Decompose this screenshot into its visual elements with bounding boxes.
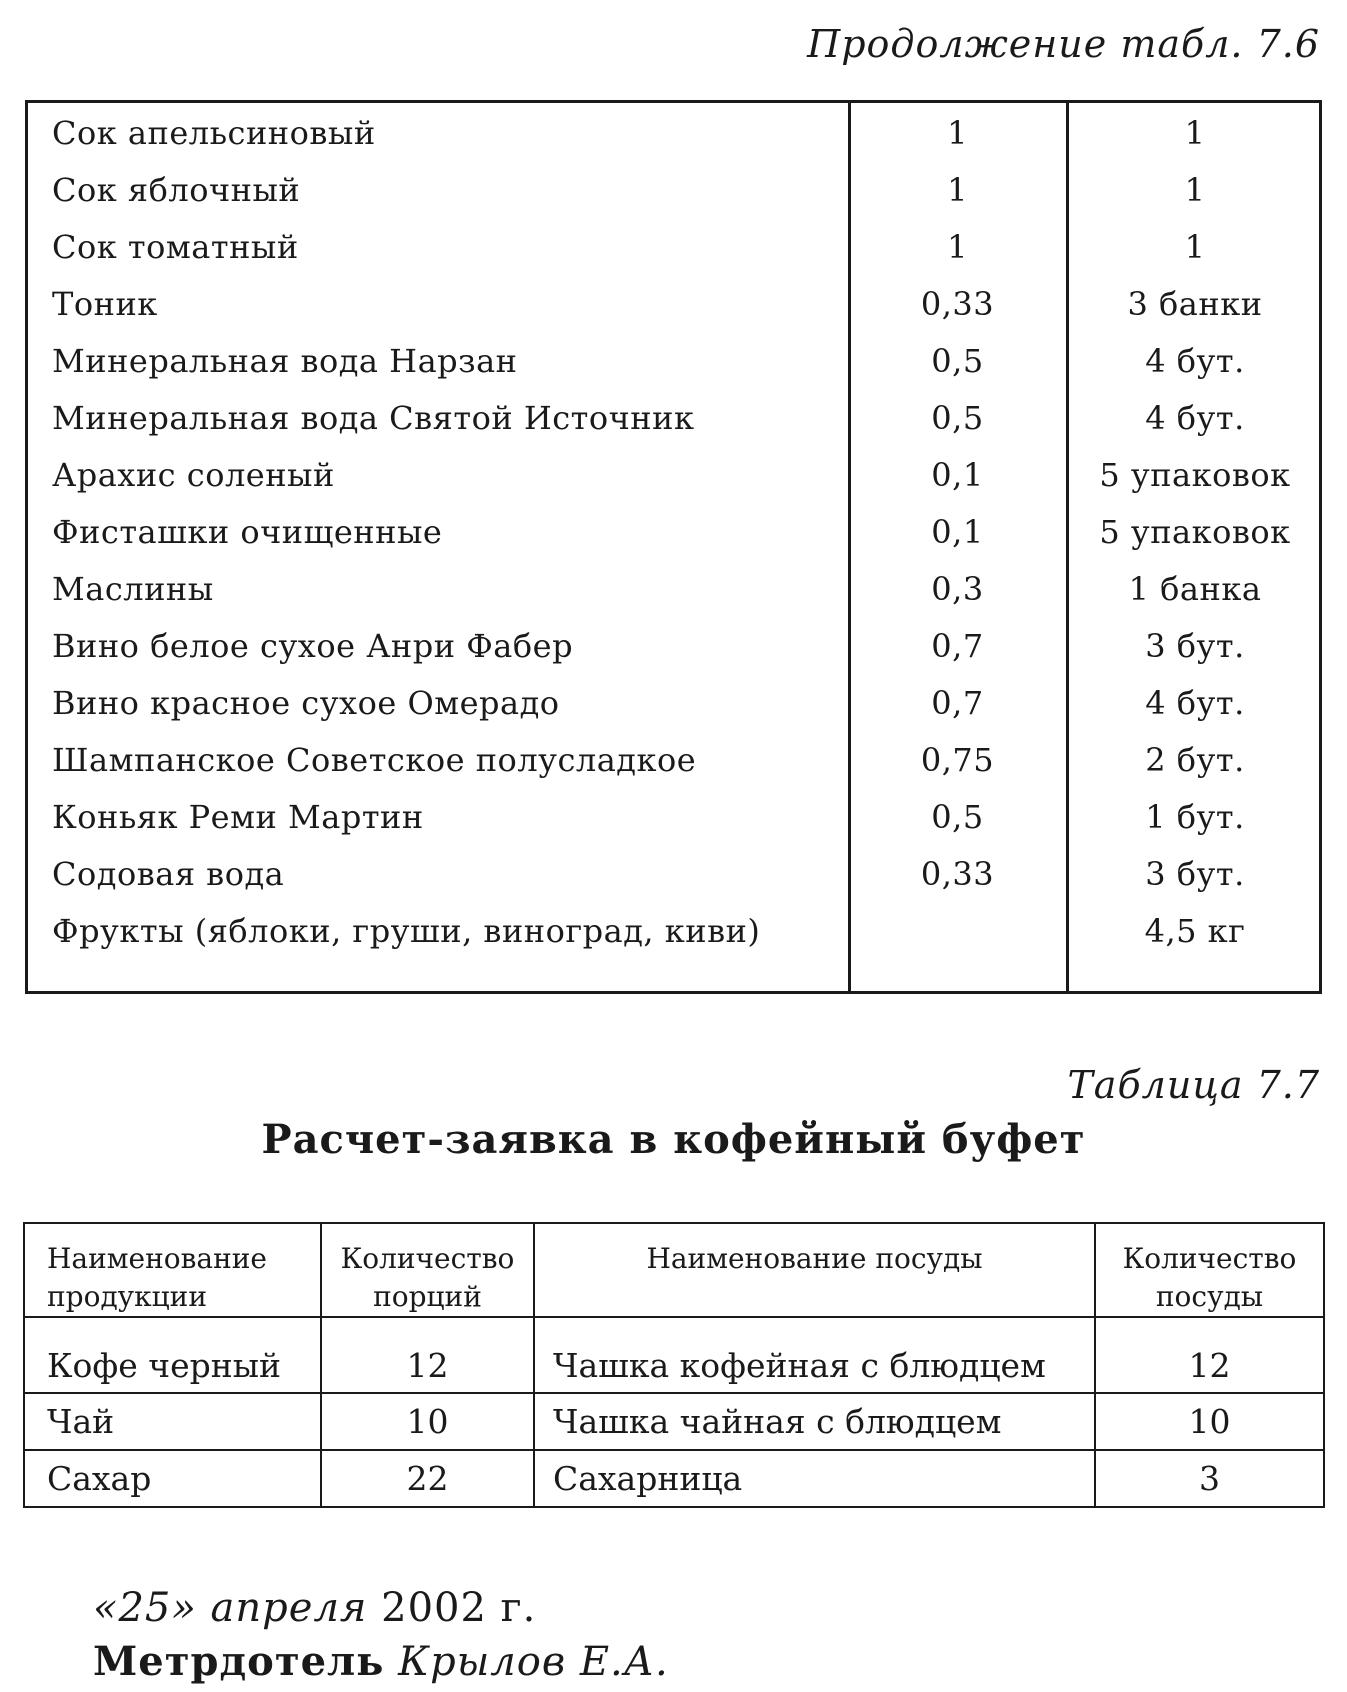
product-volume: 0,5 [931, 342, 984, 380]
product-volume: 0,33 [920, 855, 995, 893]
product-volume: 1 [947, 114, 968, 152]
product-quantity: 3 бут. [1145, 855, 1245, 893]
product-quantity: 1 бут. [1145, 798, 1245, 836]
table-7-7 [23, 1222, 1325, 1508]
product-quantity: 4,5 кг [1144, 912, 1246, 950]
table-row [28, 505, 1319, 562]
date-day-month: «25» апреля [93, 1585, 368, 1631]
table-row [28, 562, 1319, 619]
header-portions: Количество порций [321, 1223, 534, 1317]
product-name: Минеральная вода Святой Источник [52, 399, 695, 437]
product-volume: 0,1 [931, 513, 984, 551]
dish-name: Чашка чайная с блюдцем [534, 1393, 1095, 1450]
table-7-6-continuation [25, 100, 1322, 994]
table-row [28, 619, 1319, 676]
table-7-7-title: Расчет-заявка в кофейный буфет [261, 1116, 1086, 1163]
product-name: Сок яблочный [52, 171, 301, 209]
product-volume: 0,5 [931, 399, 984, 437]
product-name: Тоник [52, 285, 158, 323]
table-row [28, 277, 1319, 334]
dish-count: 3 [1095, 1450, 1324, 1507]
table-row [28, 334, 1319, 391]
signature-line [93, 1638, 669, 1685]
product-name: Сок томатный [52, 228, 299, 266]
product-name: Вино красное сухое Омерадо [52, 684, 560, 722]
product-name: Сахар [24, 1450, 321, 1507]
product-volume: 1 [947, 171, 968, 209]
product-quantity: 4 бут. [1145, 684, 1245, 722]
table-row [28, 733, 1319, 790]
product-name: Чай [24, 1393, 321, 1450]
product-quantity: 2 бут. [1145, 741, 1245, 779]
signer-role: Метрдотель [93, 1638, 385, 1685]
product-quantity: 1 [1184, 228, 1206, 266]
product-quantity: 4 бут. [1145, 399, 1245, 437]
product-name: Содовая вода [52, 855, 285, 893]
portions-count: 12 [321, 1317, 534, 1393]
product-quantity: 5 упаковок [1099, 513, 1291, 551]
table-7-7-label: Таблица 7.7 [1067, 1063, 1320, 1107]
header-product-name: Наименование продукции [24, 1223, 321, 1317]
table-row [28, 106, 1319, 163]
header-dish-count: Количество посуды [1095, 1223, 1324, 1317]
product-name: Шампанское Советское полусладкое [52, 741, 697, 779]
portions-count: 10 [321, 1393, 534, 1450]
date-year: 2002 г. [381, 1585, 537, 1631]
product-name: Арахис соленый [52, 456, 335, 494]
date-line [93, 1585, 536, 1631]
table-row [24, 1393, 1324, 1450]
dish-name: Сахарница [534, 1450, 1095, 1507]
product-volume: 1 [947, 228, 968, 266]
table-row [28, 163, 1319, 220]
product-volume: 0,5 [931, 798, 984, 836]
table-row [28, 676, 1319, 733]
product-name: Кофе черный [24, 1317, 321, 1393]
table-row [24, 1450, 1324, 1507]
dish-name: Чашка кофейная с блюдцем [534, 1317, 1095, 1393]
product-name: Коньяк Реми Мартин [52, 798, 424, 836]
dish-count: 10 [1095, 1393, 1324, 1450]
table-header-row [24, 1223, 1324, 1317]
product-quantity: 3 бут. [1145, 627, 1245, 665]
product-volume: 0,33 [920, 285, 995, 323]
product-volume: 0,7 [931, 684, 984, 722]
product-name: Минеральная вода Нарзан [52, 342, 518, 380]
product-quantity: 4 бут. [1145, 342, 1245, 380]
product-name: Маслины [52, 570, 214, 608]
product-volume: 0,75 [920, 741, 995, 779]
product-quantity: 1 [1184, 171, 1206, 209]
table-row [28, 220, 1319, 277]
portions-count: 22 [321, 1450, 534, 1507]
product-quantity: 1 [1184, 114, 1206, 152]
table-row [28, 904, 1319, 961]
product-name: Фисташки очищенные [52, 513, 443, 551]
product-name: Фрукты (яблоки, груши, виноград, киви) [52, 912, 761, 950]
header-dish-name: Наименование посуды [534, 1223, 1095, 1317]
product-volume: 0,1 [931, 456, 984, 494]
signer-name: Крылов Е.А. [398, 1639, 669, 1685]
continuation-caption: Продолжение табл. 7.6 [807, 22, 1320, 66]
product-quantity: 3 банки [1127, 285, 1263, 323]
product-volume: 0,3 [931, 570, 984, 608]
table-row [28, 448, 1319, 505]
table-row [28, 790, 1319, 847]
table-row [24, 1317, 1324, 1393]
product-quantity: 5 упаковок [1099, 456, 1291, 494]
product-name: Сок апельсиновый [52, 114, 376, 152]
dish-count: 12 [1095, 1317, 1324, 1393]
product-name: Вино белое сухое Анри Фабер [52, 627, 574, 665]
product-volume: 0,7 [931, 627, 984, 665]
table-row [28, 391, 1319, 448]
table-row [28, 847, 1319, 904]
product-quantity: 1 банка [1128, 570, 1262, 608]
